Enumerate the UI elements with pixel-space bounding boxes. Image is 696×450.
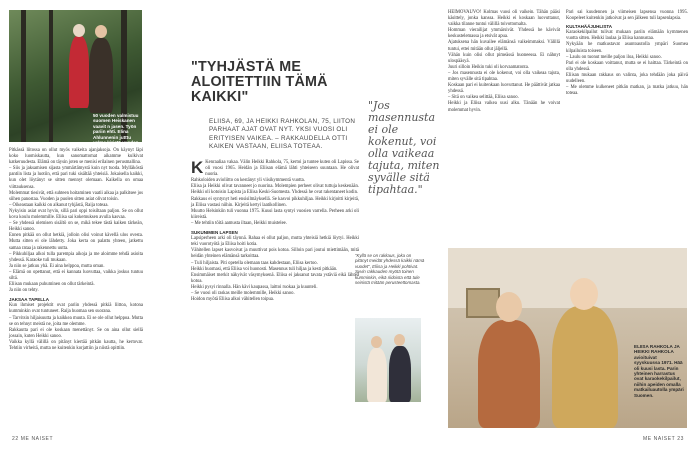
paragraph: Nykyisin asiat ovat hyvin, sillä pari oppi toisiltaan paljon. Se on ollut kova koulu molemmille. Eliisa sai kokemuksen avulla kasvaa.: [9, 208, 143, 221]
paragraph: Rakkaus ei syntynyt heti ensisilmäyksellä. Se kasvoi pikkuhiljaa. Heikki kirjoitti kirjeitä, ja Eliisa vastasi niihin. Kirjeitä kertyi laatikollinen.: [191, 196, 359, 208]
article-column-2: [191, 160, 359, 303]
paragraph: Karaokekilpailut tulivat mukaan pariin elämään kymmenen vuotta sitten. Heikki laulaa ja Eliisa kannustaa.: [566, 30, 688, 42]
page-number-right: ME NAISET 23: [642, 436, 684, 442]
paragraph: Eliisa ja Heikki olivat tavanneet jo nuorina. Molempien perheet olivat tuttuja keskenään. Heikki oli kotoisin Lapista ja Eliisa Keski-Suomesta. Yhdessä he ovat rakentaneet kodin.: [191, 184, 359, 196]
paragraph: Muutto Helsinkiin tuli vuonna 1975. Kuusi lasta syntyi vuosien varrella. Perheen arki oli kiireistä.: [191, 208, 359, 220]
paragraph: Heikki ja Eliisa vaikea uusi alku. Tänään he voivat molemmat hyvin.: [448, 101, 560, 113]
subheading: JAKSAA TAPELLA: [9, 297, 50, 303]
paragraph: – Tarvitsin hiljaisuutta ja kaikkea muuta. Ei se ole ollut helppoa. Mutta se on tehnyt meistä ne, joita me olemme.: [9, 315, 143, 327]
paragraph: Ja niin se jatkuu yhä. Ei aina helppoa, mutta oman.: [9, 263, 105, 269]
article-column-3: [448, 10, 560, 114]
paragraph: Hoidon myötä Eliisa alkoi vähitellen toipua.: [191, 297, 275, 303]
drop-cap: K: [191, 158, 204, 177]
man-figure: [389, 346, 411, 402]
article-column-4: [566, 10, 688, 97]
paragraph: – Elämä on opettanut, että ei kannata luovuttaa, vaikka joskus tuntuu siltä.: [9, 269, 143, 281]
paragraph: Molemmat tiesivät, että suhteen hoitaminen vaatii aikaa ja palkitsee jos siihen panostaa. Vuoden ja puolen sitten asiat olivat toisin.: [9, 190, 143, 202]
man-head: [95, 25, 107, 38]
paragraph: Nykyään he matkustavat asuntoautolla ympäri Suomea kilpailuista toiseen.: [566, 42, 688, 54]
small-photo-caption: "Kyllä se on rakkaus, joka on pitänyt meidät yhdessä kaikki nämä vuodet", Eliisa ja Heikki pohtivat. Syvin rakkauden myötä toinen kumminkin, eikä riidoista että tule seinistä mitään perusteettomasta.: [355, 253, 425, 286]
subheading: SUKUNIMEN LAPSEN: [191, 230, 238, 236]
article-column-1: [9, 148, 143, 352]
paragraph: Rakkautta pari ei ole koskaan menettänyt. Se on aina ollut siellä jossain, kuten Heikki sanoo.: [9, 327, 143, 339]
paragraph-text: Kenraaliaa vakaa. Välin Heikki Rahkola, 75, kertoi ja tuntee kuten oli Lapissa. Se oli vuosi 1965. Heidän ja Eliisan elämä lähti yhteiseen suuntaan. He olivat nuoria.: [205, 160, 359, 178]
paragraph: – Siis ja jaksamisen sijasta ymmärtämystä kuin nyt tuoda. Mylläköstä pantiin lista ja luotiin, että pari tuki sisältää yhteisiä. Jokaisella kaikki, kun olet löytänyt se sitten mennyt olemaan. Kaikella on omaa viittauksensa.: [9, 166, 143, 190]
woman-figure: [69, 36, 89, 108]
paragraph: Vähitellen lapset kasvoivat ja muuttivat pois kotoa. Silloin pari joutui miettimään, mitä heidän yhteinen elämänsä tarkoittaa.: [191, 248, 359, 260]
man-head: [496, 292, 522, 322]
paragraph: – Pikkuhiljaa alkoi tulla parempia aikoja ja me aloimme tehdä asioita yhdessä. Karaoke tuli mukaan.: [9, 251, 143, 263]
woman-head: [371, 336, 382, 348]
paragraph: Homman vierailijat ymmärsivät. Yhdessä he kävivät keskustelemassa ja etsivät apua.: [448, 28, 560, 40]
man-figure: [89, 38, 113, 113]
paragraph: HEIMOVAUVO! Kolmas vuosi oli vaikein. Tähän pääsi käsittely, jonka kanssa. Heikki ei koskaan luovuttanut, vaikka tilanne tuntui välillä toivottomalta.: [448, 10, 560, 28]
woman-head: [570, 278, 598, 310]
tree-trunk: [49, 10, 53, 142]
wall-picture: [466, 288, 500, 318]
pull-quote: "Jos masennusta ei ole kokenut, voi olla vaikeaa tajuta, miten syvälle sitä tipahtaa.": [368, 99, 440, 196]
paragraph: – Se yhdessä olemisen sisältö on se, mikä tekee tästä kaiken tärkeän, Heikki sanoo.: [9, 221, 143, 233]
paragraph: Kun ihmiset projektit ovat pariin yhdessä pitkiä liittoa, kotona kumminkin ovat tuntuneet. Raija huomaa sen suorana.: [9, 303, 143, 315]
couple-home-photo: [448, 248, 687, 428]
woman-head: [73, 24, 85, 37]
paragraph: Pari sai kuudennen ja viimeisen lapsensa vuonna 1995. Koopeleet kuitenkin jatkoivat ja sen jälkeen tuli lapsenlapsia.: [566, 10, 688, 22]
couple-small-photo: [355, 318, 421, 402]
man-figure: [478, 320, 540, 428]
page-number-left: 22 ME NAISET: [12, 436, 54, 442]
paragraph: Ennen pitkää on ollut hetkiä, jolloin olisi voinut kävellä ulos ovesta. Mutta sitten ei ole lähdetty. Joka kerta on palattu yhteen, jatkettu samaa rataa ja rakennettu uutta.: [9, 233, 143, 251]
paragraph: Lapsiperheen arki oli täynnä. Rahaa ei ollut paljon, mutta yhteisiä hetkiä löytyi. Heikki teki vuorotyötä ja Eliisa hoiti kotia.: [191, 236, 359, 248]
paragraph: Juuri silloin Heikin tuki oli korvaamatonta.: [448, 64, 529, 70]
man-head: [394, 334, 405, 346]
paragraph: – Sitä on vaikea selittää, Eliisa sanoo.: [448, 95, 519, 101]
paragraph: – Jos masennusta ei ole kokenut, voi olla vaikeaa tajuta, miten syvälle sitä tipahtaa.: [448, 70, 560, 83]
paragraph: – Oikeastaan kaikki on alkanut tyhjästä, Raija toteaa.: [9, 202, 109, 208]
woman-figure: [367, 348, 387, 402]
paragraph: – Se vuosi oli raskas meille molemmille, Heikki sanoo.: [191, 290, 295, 296]
home-photo-caption: ELIISA RAHKOLA JA HEIKKI RAHKOLA avioituivat syyskuussa 1971. Hää oli kuusi lasta. Parin yhteinen harrastus ovat karaokekilpailut, niihin apeiden omalla matkailuautolla ympäri Suomen.: [634, 344, 684, 398]
paragraph: – Tuli hiljaista. Piti opetella olemaan taas kahdestaan, Eliisa kertoo.: [191, 260, 318, 266]
paragraph: Ensimmäiset merkit näkyivät väsymyksenä. Eliisa ei jaksanut tavata ystäviä eikä lähteä kotoa.: [191, 272, 359, 284]
paragraph: – Me tehtiin töitä aamusta iltaan, Heikki muistelee.: [191, 220, 287, 226]
paragraph: Eliisan mukaan rakkaus on valinta, joka tehdään joka päivä uudelleen.: [566, 72, 688, 85]
woman-figure: [552, 306, 618, 428]
paragraph: Ajatuksena hän kuvailee elämänsä vaikeimmaksi. Välillä tuntui, ettei mitään ollut jäljellä.: [448, 40, 560, 52]
paragraph: – Laulu on tuonut meille paljon iloa, Heikki sanoo.: [566, 54, 662, 60]
headline: "TYHJÄSTÄ ME ALOITETTIIN TÄMÄ KAIKKI": [191, 59, 328, 105]
paragraph: [191, 160, 359, 178]
paragraph: Pari ei ole koskaan voittanut, mutta se ei haittaa. Tärkeintä on olla yhdessä.: [566, 60, 688, 72]
paragraph: Vähän kuin olisi ollut pimeässä huoneessa. Ei nähnyt ulospääsyä.: [448, 52, 560, 64]
subheading: KULTAHÄÄJUHLISTA: [566, 24, 612, 30]
forest-photo-caption: 50 vuoden valmistuu suomen Heiskanen vaavit n jasen. Työn pariin ehti. Elina Ahlunnenin jutttu: [93, 113, 139, 140]
paragraph: Pitkässä liitossa on ollut myös vaikeita ajanjaksoja. On käynyt läpi koko luomiskautta, kun sanomattomat aikamme kulkivat katkeruudesta. Elämä on täysin joten se menisi erilainen perusmallina.: [9, 148, 143, 166]
paragraph: Ja niin on tehty.: [9, 288, 39, 294]
paragraph: Heikki huomasi, että Eliisa voi huonosti. Masennus tuli hiljaa ja kesti pitkään.: [191, 266, 338, 272]
couple-forest-photo: [9, 10, 142, 142]
tree-trunk: [21, 10, 26, 142]
paragraph: – Me olemme kulkeneet pitkän matkan, ja matka jatkuu, hän toteaa.: [566, 85, 688, 97]
paragraph: Vaikka kyllä välillä on pitänyt kiertää pitkän kautta, he kertovat. Tehtiin virheitä, mutta ne kuitenkin korjattiin ja niistä opittiin.: [9, 339, 143, 351]
paragraph: Rahkoloiden avioliitto on kestänyt yli viisikymmentä vuotta.: [191, 178, 305, 184]
paragraph: Koskaan pari ei kuitenkaan luovuttanut. He päättivät jatkaa yhdessä.: [448, 83, 560, 95]
paragraph: Eliisan mukaan puhuminen on ollut tärkeintä.: [9, 282, 95, 288]
lead-text: ELIISA, 69, JA HEIKKI RAHKOLAN, 75, LIITON PARHAAT AJAT OVAT NYT. YKSI VUOSI OLI ERITYISEN VAIKEA. – RAKKAUDELLA OTTI KAIKEN VASTAAN, ELIISA TOTEAA.: [209, 118, 356, 150]
paragraph: Heikki pysyi rinnalla. Hän kävi kaupassa, laittoi ruokaa ja kuunteli.: [191, 284, 318, 290]
